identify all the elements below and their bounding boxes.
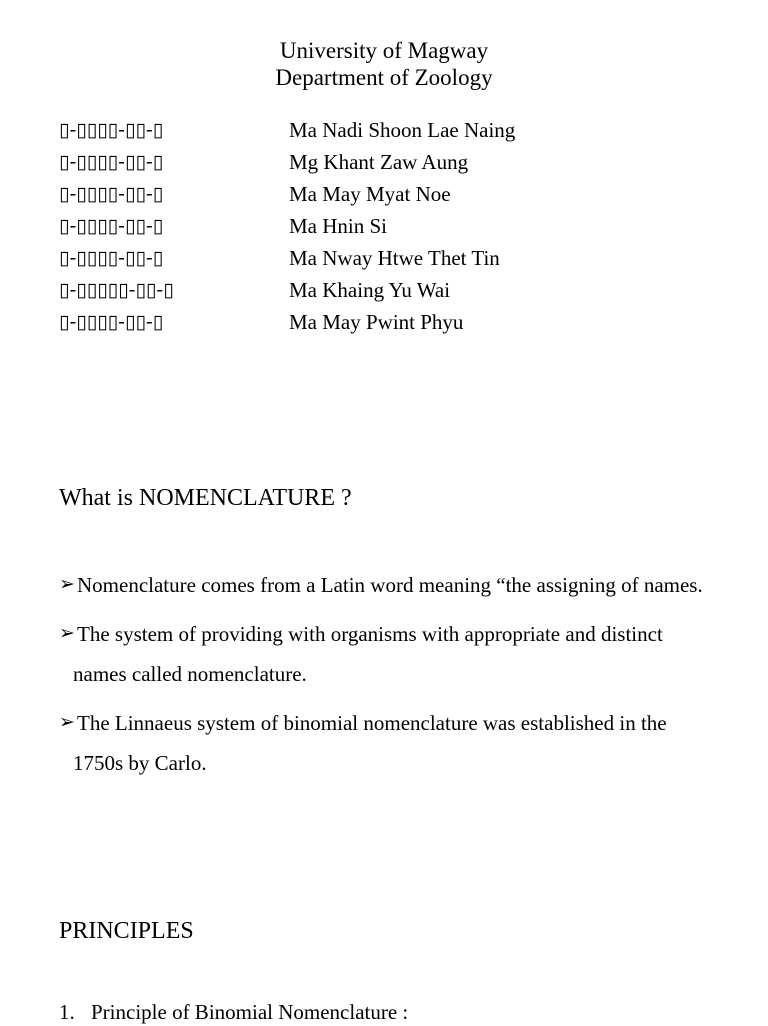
list-item	[59, 998, 408, 1026]
bullet-text: The system of providing with organisms with appropriate and distinct names called nomenclature.	[73, 622, 663, 686]
section-heading-principles: PRINCIPLES	[59, 918, 194, 944]
nomenclature-bullet-list	[59, 564, 719, 791]
student-name: Ma Nway Htwe Thet Tin	[289, 246, 500, 270]
list-number: 1.	[59, 1000, 75, 1024]
student-name: Ma May Pwint Phyu	[289, 310, 464, 334]
bullet-text: The Linnaeus system of binomial nomenclature was established in the 1750s by Carlo.	[73, 711, 667, 775]
student-name: Ma Nadi Shoon Lae Naing	[289, 118, 516, 142]
roster-row	[59, 308, 719, 340]
roster-row	[59, 180, 719, 212]
roll-number: ▯-▯▯▯▯-▯▯-▯	[59, 311, 164, 333]
student-name: Ma May Myat Noe	[289, 182, 451, 206]
roll-number: ▯-▯▯▯▯-▯▯-▯	[59, 183, 164, 205]
university-name: University of Magway	[279, 38, 489, 63]
document-header	[0, 37, 768, 91]
roster-row	[59, 244, 719, 276]
bullet-item	[59, 564, 719, 605]
bullet-text: Nomenclature comes from a Latin word meaning “the assigning of names.	[77, 573, 703, 597]
roster-row	[59, 276, 719, 308]
arrowhead-bullet-icon: ➢	[59, 622, 75, 644]
arrowhead-bullet-icon: ➢	[59, 573, 75, 595]
principles-list	[59, 998, 408, 1026]
roll-number: ▯-▯▯▯▯-▯▯-▯	[59, 247, 164, 269]
roll-number: ▯-▯▯▯▯▯-▯▯-▯	[59, 279, 174, 301]
arrowhead-bullet-icon: ➢	[59, 711, 75, 733]
roll-number: ▯-▯▯▯▯-▯▯-▯	[59, 151, 164, 173]
student-name: Ma Khaing Yu Wai	[289, 278, 451, 302]
student-name: Mg Khant Zaw Aung	[289, 150, 469, 174]
student-roster	[59, 116, 719, 340]
roll-number: ▯-▯▯▯▯-▯▯-▯	[59, 119, 164, 141]
roster-row	[59, 212, 719, 244]
roster-row	[59, 148, 719, 180]
section-heading-nomenclature: What is NOMENCLATURE ?	[59, 485, 352, 511]
department-name: Department of Zoology	[275, 65, 493, 90]
principle-text: Principle of Binomial Nomenclature :	[91, 1000, 409, 1024]
roster-row	[59, 116, 719, 148]
bullet-item	[59, 702, 719, 783]
roll-number: ▯-▯▯▯▯-▯▯-▯	[59, 215, 164, 237]
bullet-item	[59, 613, 719, 694]
student-name: Ma Hnin Si	[289, 214, 388, 238]
